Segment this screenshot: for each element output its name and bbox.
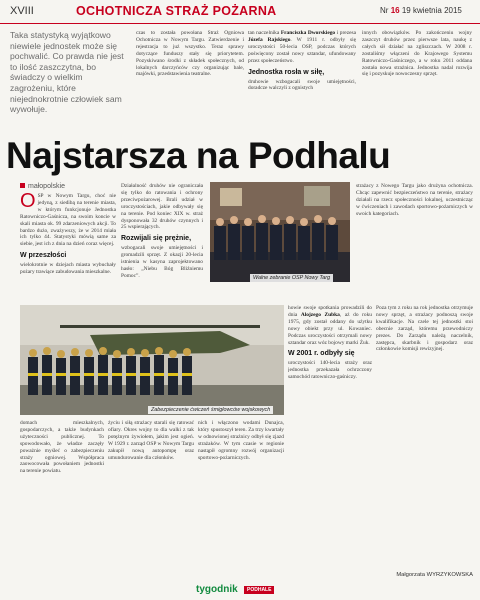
square-marker-icon — [20, 183, 25, 188]
top-column-2-after: druhowie wzbogacali swoje umiejętności, doradcze walczyli z ognistych — [248, 78, 356, 92]
top-column-1 — [136, 30, 244, 132]
page-number: XVIII — [10, 5, 34, 17]
issue-prefix: Nr — [380, 6, 389, 15]
drop-cap: O — [20, 193, 36, 212]
tygodnik-logo: tygodnik — [196, 584, 238, 595]
meeting-photo-image — [210, 182, 350, 282]
article-column-9-text: Poza tym z roku na rok jednostka otrzymuje nowy sprzęt, a strażacy podnoszą swoje kwalifikacje. Na czele tej jednostki stoi obecnie zarząd, któremu przewodniczy prezes. Do Zarządu należą naczelnik, zastępca, skarbnik i gospodarz oraz członkowie komisji rewizyjnej. — [376, 305, 473, 353]
article-column-8 — [288, 305, 372, 580]
article-column-2 — [121, 183, 203, 303]
article-column-2-after: wzbogacali swoje umiejętności i gromadzili sprzęt. Z okazji 20-lecia istnienia w kasyna zaprojektowano hasło: „Niebu Bóg Bliźniemu Pomoc”. — [121, 245, 203, 279]
top-column-1-text: czas to została powołana Straż Ogniowa Ochotnicza w Nowym Targu. Zatwierdzenie i rejestracja to już wszystko. Teraz sprawy dotyczące funduszy stały się priorytetem. Pozyskiwano środki z składek społecznych, od lokalnych darczyńców czy organizując bale, majówki, przedstawienia teatralne. — [136, 30, 244, 78]
article-column-9 — [376, 305, 473, 570]
top-column-3 — [362, 30, 472, 132]
top-column-3-text: innych obowiązków. Po zakończeniu wojny zaszczyt druhów przez pierwsze lata, naukę z całych sił działać na zgliszczach. W 2008 r. zostaliśmy włączeni do Krajowego Systemu Ratowniczo-Gaśniczego, a w roku 2011 oddana została nowa strażnica. Jednostka nadal rozwija się i pozyskuje nowoczesny sprzęt. — [362, 30, 472, 78]
article-column-2-text: Działalność druhów nie ograniczała się tylko do ratowania i ochrony przeciwpożarowej. Brali udział w uroczystościach, jakie odbywały się na terenie. Pod koniec XIX w. straż dysponowała 32 druhów czynnych i 25 wspierających. — [121, 183, 203, 231]
article-column-4-text: strażacy z Nowego Targu jako drużyna ochotnicza. Chcąc zapewnić bezpieczeństwo na terenie, strażacy działali na rzecz społeczności lokalnej, uczestnicząc w ćwiczeniach i zawodach sportowo-pożarniczych w swoich kategoriach. — [356, 183, 473, 217]
article-author: Małgorzata WYRZYKOWSKA — [396, 572, 473, 578]
issue-date: 19 kwietnia 2015 — [401, 6, 462, 15]
top-column-2 — [248, 30, 356, 132]
top-column-2-subhead: Jednostka rosła w siłę, — [248, 68, 325, 76]
rubric-label: małopolskie — [28, 183, 65, 190]
top-column-2-mid: i prezesa — [336, 30, 356, 36]
article-column-1-text: SP w Nowym Targu, choć nie jedyną, z siedibą na terenie miasta, w którym funkcjonuje Jednostka Ratowniczo-Gaśnicza, na swoim koncie w skali miasta ok. 99 zdarzeniowych akcji. To bardzo dużo, zważywszy, że w 2014 miała ich tylko 44. Statystyki mówią same za siebie, jest ich z dnia na dzień coraz więcej. — [20, 193, 116, 248]
section-title: OCHOTNICZA STRAŻ POŻARNA — [76, 4, 277, 18]
podhale-badge: PODHALE — [244, 586, 274, 594]
person-name: Alojzego Zubka — [300, 311, 340, 318]
article-column-8-intro: howie swoje spotkania prowadzili do dnia — [288, 305, 372, 318]
article-column-7 — [198, 420, 284, 580]
person-name: Franciszka Dworskiego — [280, 30, 336, 36]
article-column-1-after: wielokrotnie w dziejach miasta wybuchały pożary trawiące zabudowania mieszkalne. — [20, 262, 116, 276]
article-subhead-anniversary: W 2001 r. odbyły się — [288, 350, 355, 358]
meeting-photo — [210, 182, 350, 282]
person-name: Józefa Rajskiego — [248, 36, 291, 43]
helicopter-exercise-photo — [20, 305, 284, 415]
article-column-6 — [108, 420, 194, 580]
article-subhead-history: W przeszłości — [20, 252, 67, 260]
article-column-8-after: uroczystości 140-lecia straży oraz jednostka przekazała ochrzczony samochód ratowniczo-gaśniczy. — [288, 360, 372, 381]
region-rubric — [20, 183, 65, 190]
issue-number: 16 — [390, 6, 400, 15]
article-subhead-growth: Rozwijali się prężnie, — [121, 235, 192, 243]
lead-paragraph: Taka statystyką wyjątkowo niewiele jednostek może się pochwalić. Co prawda nie jest to ilość zaszczytna, bo świadczy o wielkim zagrożeniu, które niejednokrotnie człowiek sam wywołuje. — [10, 30, 124, 115]
top-column-2-body: . W 1911 r. odbyły się uroczystości 50-lecia OSP, podczas których poświęcony został nowy sztandar, ufundowany przez społeczeństwo. — [248, 36, 356, 64]
top-column-2-intro: tan naczelnika — [248, 30, 280, 36]
helicopter-photo-caption: Zabezpieczenie ćwiczeń śmigłowców wojskowych — [148, 406, 273, 414]
article-column-6-text: życiu i siłą strażacy starali się ratować ofiary. Okres wojny to dla walki z tak potężnym żywiołem, jakim jest ogień. W 1929 r. zarząd OSP w Nowym Targu zakupił nową autopompę oraz umundurowanie dla członków. — [108, 420, 194, 461]
article-column-4 — [356, 183, 473, 303]
article-column-5 — [20, 420, 104, 580]
page-header — [0, 0, 480, 24]
helicopter-exercise-image — [20, 305, 284, 415]
article-column-5-text: domach mieszkalnych, gospodarczych, a także budynkach użyteczności publicznej. To spowodowało, że władze zaczęły poważnie myśleć o zabezpieczeniu straży ogniowej. Współpraca zaowocowała powołaniem jednostki na terenie powiatu. — [20, 420, 104, 475]
article-title: Najstarsza na Podhalu — [6, 135, 391, 176]
issue-info — [380, 6, 462, 15]
article-column-8-body: , aż do roku 1975, gdy został oddany do użytku nowy obiekt przy ul. Kowaniec. Podczas uroczystości otrzymali nowy sztandar oraz wóz bojowy marki Żuk. — [288, 311, 372, 346]
page-footer — [0, 583, 480, 600]
meeting-photo-caption: Walne zebranie OSP Nowy Targ — [250, 274, 333, 282]
article-column-7-text: nich i włączono wodami Dunajca, który spustoszył teren. Za trzy kwartały w odnowionej strażnicy odbył się zjazd strażaków. W tym czasie w regionie nastąpił ogromny rozwój organizacji sportowo-pożarniczych. — [198, 420, 284, 461]
article-column-1 — [20, 193, 116, 301]
